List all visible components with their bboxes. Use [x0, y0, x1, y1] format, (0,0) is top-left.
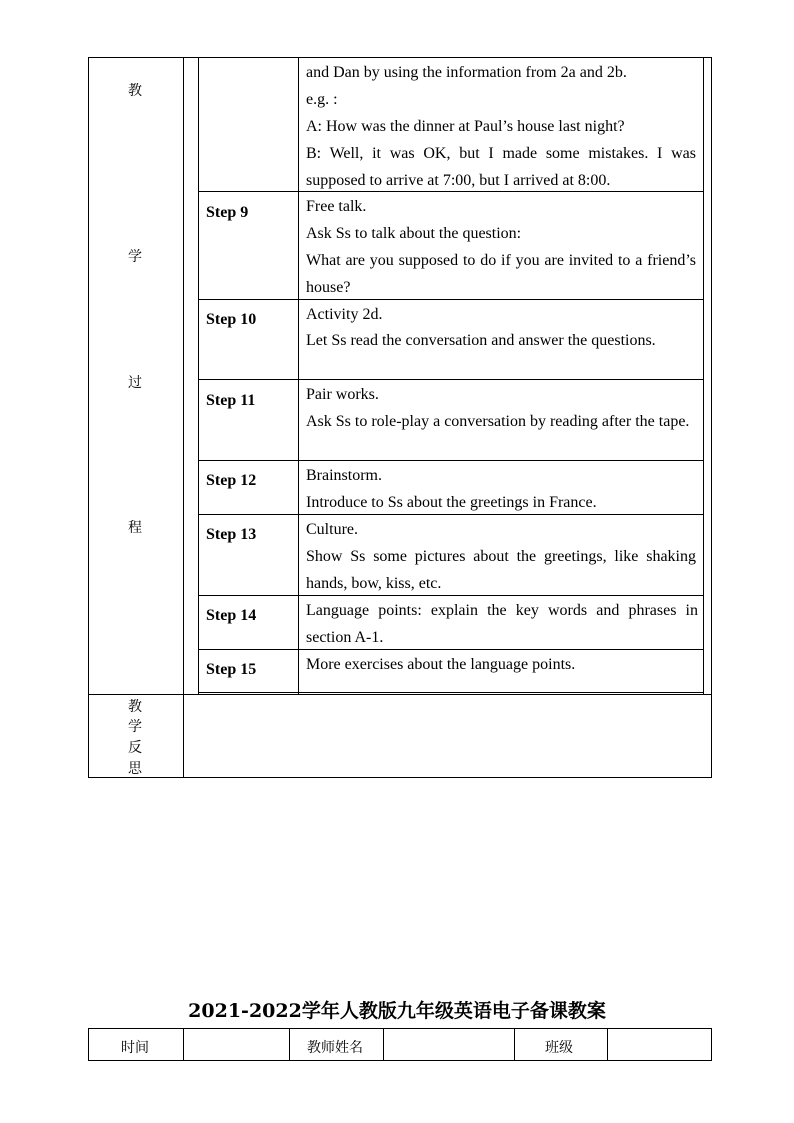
- divider: [198, 379, 704, 380]
- header-teacher-label: 教师姓名: [307, 1040, 363, 1056]
- step-content: Activity 2d.: [306, 306, 383, 323]
- divider: [183, 1028, 184, 1061]
- step-content: Free talk.: [306, 198, 367, 215]
- side-label-char: 教: [128, 83, 142, 99]
- reflection-label-char: 教: [128, 699, 142, 715]
- divider: [383, 1028, 384, 1061]
- step-label: Step 14: [206, 607, 257, 624]
- divider: [88, 694, 712, 695]
- side-label-char: 学: [128, 249, 142, 265]
- step-content: Ask Ss to talk about the question:: [306, 225, 522, 242]
- divider: [607, 1028, 608, 1061]
- step-label: Step 15: [206, 661, 257, 678]
- step-label: Step 10: [206, 311, 257, 328]
- step-content: Let Ss read the conversation and answer the questions.: [306, 332, 656, 349]
- content-line: and Dan by using the information from 2a and 2b.: [306, 64, 627, 81]
- step-label: Step 9: [206, 204, 249, 221]
- divider: [289, 1028, 290, 1061]
- divider: [298, 57, 299, 694]
- divider: [514, 1028, 515, 1061]
- header-table: [88, 1028, 712, 1061]
- step-content: Culture.: [306, 521, 358, 538]
- reflection-label-char: 思: [128, 761, 142, 777]
- side-label-char: 过: [128, 375, 142, 391]
- header-class-label: 班级: [545, 1040, 573, 1056]
- step-content: Show Ss some pictures about the greetings, like shaking hands, bow, kiss, etc.: [306, 548, 696, 592]
- divider: [198, 692, 704, 693]
- step-label: Step 12: [206, 472, 257, 489]
- divider: [198, 460, 704, 461]
- reflection-label-char: 学: [128, 719, 142, 735]
- page-title: 2021-2022学年人教版九年级英语电子备课教案: [188, 1000, 606, 1022]
- divider: [183, 57, 184, 778]
- step-content: What are you supposed to do if you are invited to a friend’s house?: [306, 252, 696, 296]
- content-line: B: Well, it was OK, but I made some mistakes. I was supposed to arrive at 7:00, but I arrived at 8:00.: [306, 145, 696, 189]
- header-time-label: 时间: [121, 1040, 149, 1056]
- step-label: Step 13: [206, 526, 257, 543]
- step-content: More exercises about the language points.: [306, 656, 576, 673]
- reflection-label-char: 反: [128, 740, 142, 756]
- content-line: A: How was the dinner at Paul’s house last night?: [306, 118, 625, 135]
- divider: [703, 57, 704, 694]
- step-content: Pair works.: [306, 386, 379, 403]
- side-label-char: 程: [128, 520, 142, 536]
- divider: [198, 57, 199, 694]
- content-line: e.g. :: [306, 91, 338, 108]
- step-content: Language points: explain the key words and phrases in section A-1.: [306, 602, 698, 646]
- step-content: Brainstorm.: [306, 467, 382, 484]
- step-content: Ask Ss to role-play a conversation by reading after the tape.: [306, 413, 690, 430]
- step-content: Introduce to Ss about the greetings in France.: [306, 494, 597, 511]
- step-label: Step 11: [206, 392, 256, 409]
